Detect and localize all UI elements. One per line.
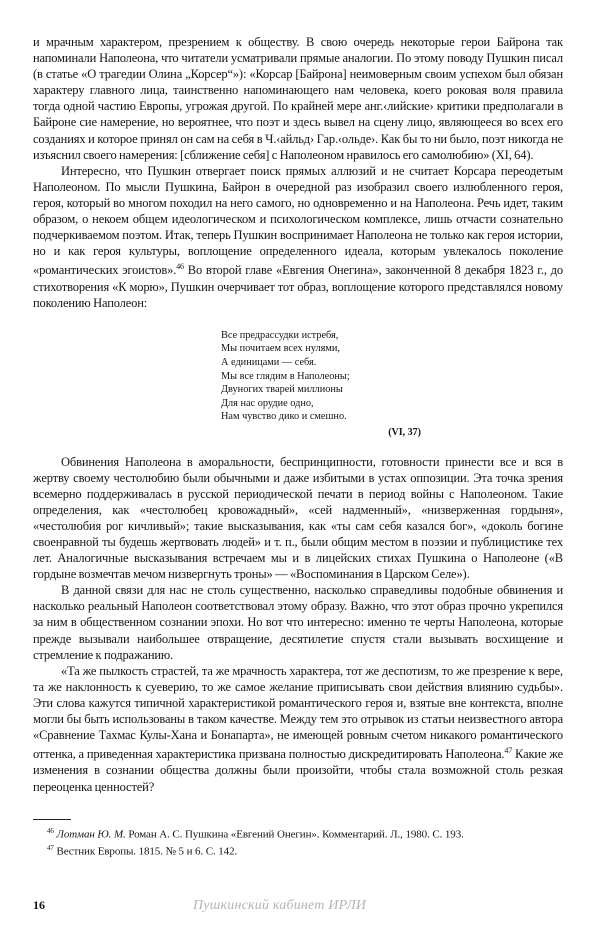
footnote-47-number: 47 [47, 844, 54, 853]
footnote-46 [33, 824, 563, 842]
watermark: Пушкинский кабинет ИРЛИ [193, 898, 367, 913]
poem-quote [221, 329, 563, 440]
footnote-46-author: Лотман Ю. М. [56, 828, 126, 841]
footnote-ref-47: 47 [504, 746, 513, 756]
paragraph-4: В данной связи для нас не столь существенно, насколько справедливы подобные обвинения и насколько реальный Наполеон соответствовал этому образу. Важно, что этот образ прочно укрепился за ним в общественном сознании эпохи. Но вот что интересно: именно те черты Наполеона, которые прежде вызывали наибольшее отвращение, десятилетие спустя стали вызывать восхищение и стремление к подражанию. [33, 583, 563, 662]
poem-reference: (VI, 37) [388, 426, 421, 438]
footnote-47-text: Вестник Европы. 1815. № 5 и 6. С. 142. [53, 846, 238, 859]
paragraph-2-cont: Во второй главе «Евгения Онегина», законченной 8 декабря 1823 г., до стихотворения «К морю», Пушкин очерчивает тот образ, воплощение которого представлялся новому поколению Наполеон: [33, 263, 563, 310]
poem-line: Мы почитаем всех нулями, [221, 343, 340, 355]
paragraph-5-cont: Какие же изменения в сознании общества должны были произойти, чтобы стала возможной столь резкая переоценка ценностей? [33, 747, 564, 794]
footnote-47 [33, 841, 563, 859]
page-body [33, 34, 563, 859]
footnote-ref-46: 46 [176, 262, 184, 272]
poem-line: Нам чувство дико и смешно. [221, 411, 347, 423]
poem-line: Двуногих тварей миллионы [221, 384, 343, 396]
footnote-46-number: 46 [47, 826, 54, 835]
poem-line: Для нас орудие одно, [221, 397, 314, 409]
footnote-46-text: Роман А. С. Пушкина «Евгений Онегин». Комментарий. Л., 1980. С. 193. [125, 828, 464, 841]
footnote-divider [33, 819, 71, 820]
poem-line: Все предрассудки истребя, [221, 329, 339, 341]
poem-line: Мы все глядим в Наполеоны; [221, 370, 350, 382]
paragraph-5 [33, 663, 563, 795]
paragraph-5-text: «Та же пылкость страстей, та же мрачность характера, тот же деспотизм, то же презрение к вере, та же наклонность к суеверию, то же самое желание приписывать свои действия влиянию судьбы». Эти слова кажутся типичной характеристикой романтического героя и, взятые вне контекста, вполне могли бы быть использованы в таком качестве. Между тем это отрывок из статьи неизвестного автора «Сравнение Тахмас Кулы-Хана и Бонапарта», не имеющей ровным счетом никакого романтического оттенка, а приведенная характеристика призвана полностью дискредитировать Наполеона. [33, 663, 563, 762]
paragraph-1: и мрачным характером, презрением к обществу. В свою очередь некоторые герои Байрона так напоминали Наполеона, что читатели усматривали прямые аналогии. По этому поводу Пушкин писал (в статье «О трагедии Олина „Корсер“»): «Корсар [Байрона] неимоверным своим успехом был обязан характеру главного лица, таинственно напоминающего нам человека, коего роковая воля правила тогда одной частию Европы, угрожая другой. По крайней мере анг.‹лийские› критики предполагали в Байроне сие намерение, но вероятнее, что поэт и здесь вывел на сцену лицо, являющееся во всех его созданиях и которое принял он сам на себя в Ч.‹айльд› Гар.‹ольде›. Как бы то ни было, поэт никогда не изъяснил своего намерения: [сближение себя] с Наполеоном нравилось его самолюбию» (XI, 64). [33, 35, 563, 162]
page-number: 16 [33, 898, 45, 912]
paragraph-3: Обвинения Наполеона в аморальности, беспринципности, готовности принести все и вся в жертву своему честолюбию были обычными и даже избитыми в устах оппозиции. Эта точка зрения всемерно поддерживалась в русской периодической печати в период войны с Наполеоном. Такие определения, как «честолюбец кровожадный», «сей надменный», «низверженная гордыня», «честолюбия рог кичливый»; такие высказывания, как «ты сам себя казался бог», «доколь богине своенравной ты будешь жертвовать людей» и т. п., были общим местом в поэзии и публицистике тех лет. Аналогичные высказывания встречаем мы и в лицейских стихах Пушкина о Наполеоне («В гордыне возмечтав мечом низвергнуть троны» — «Воспоминания в Царском Селе»). [33, 454, 563, 582]
paragraph-2 [33, 163, 563, 311]
paragraph-2-text: Интересно, что Пушкин отвергает поиск прямых аллюзий и не считает Корсара переодетым Наполеоном. По мысли Пушкина, Байрон в очередной раз изобразил своего излюбленного героя, героя, который во многом походил на него самого, но одновременно и на Наполеона. Речь идет, таким образом, о некоем общем идеологическом и психологическом комплексе, лишь отчасти сознательно подчеркиваемом поэтом. Итак, теперь Пушкин воспринимает Наполеона не только как героя истории, но и как героя культуры, воплощение определенного идеала, которым увлекалось поколение «романтических эгоистов». [33, 163, 563, 278]
poem-line: А единицами — себя. [221, 356, 317, 368]
